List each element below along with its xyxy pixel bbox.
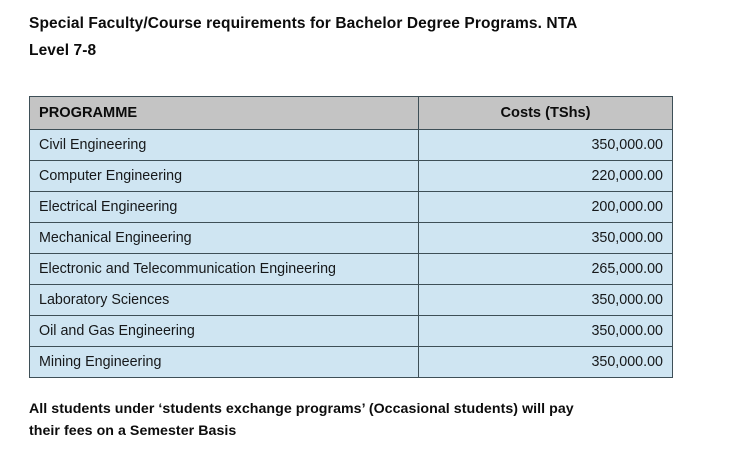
table-row [30,285,673,316]
table-row [30,192,673,223]
footnote-line-2: their fees on a Semester Basis [29,423,237,439]
footnote [29,398,699,442]
table-row [30,223,673,254]
table-row [30,254,673,285]
table-row [30,130,673,161]
cell-cost: 350,000.00 [419,130,673,161]
cell-cost: 265,000.00 [419,254,673,285]
cell-programme: Electronic and Telecommunication Engineering [30,254,419,285]
table-row [30,347,673,378]
cell-cost: 350,000.00 [419,347,673,378]
column-header-costs: Costs (TShs) [419,97,673,130]
page-title-line-1: Special Faculty/Course requirements for Bachelor Degree Programs. NTA [29,15,578,32]
cell-programme: Mining Engineering [30,347,419,378]
cell-programme: Oil and Gas Engineering [30,316,419,347]
footnote-line-1: All students under ‘students exchange programs’ (Occasional students) will pay [29,401,574,417]
table-row [30,161,673,192]
cell-cost: 220,000.00 [419,161,673,192]
table-body [30,130,673,378]
cell-programme: Computer Engineering [30,161,419,192]
cell-programme: Civil Engineering [30,130,419,161]
cell-programme: Laboratory Sciences [30,285,419,316]
table-header [30,97,673,130]
column-header-programme: PROGRAMME [30,97,419,130]
cell-cost: 200,000.00 [419,192,673,223]
cell-cost: 350,000.00 [419,223,673,254]
page-title [29,10,689,64]
cell-programme: Electrical Engineering [30,192,419,223]
table-header-row [30,97,673,130]
cell-cost: 350,000.00 [419,316,673,347]
cell-cost: 350,000.00 [419,285,673,316]
programme-fees-table [29,96,673,378]
page-title-line-2: Level 7-8 [29,42,97,59]
cell-programme: Mechanical Engineering [30,223,419,254]
table-row [30,316,673,347]
